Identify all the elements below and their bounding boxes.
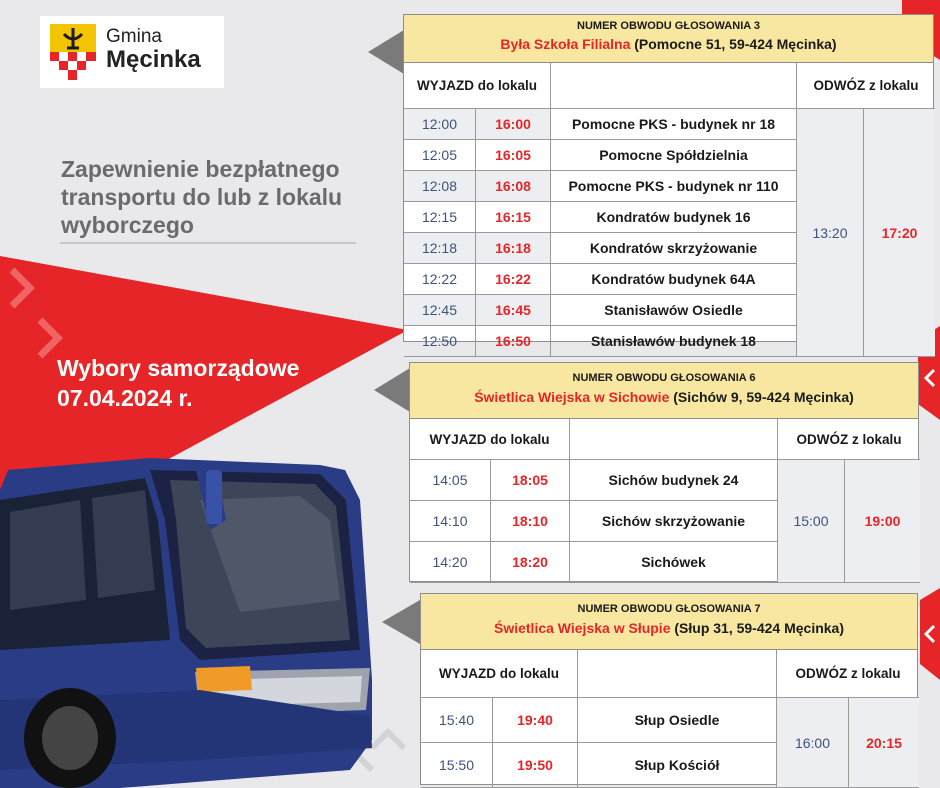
return-time-1: 16:00: [777, 698, 849, 788]
card-header: [404, 15, 933, 63]
election-title: Wybory samorządowe: [57, 355, 300, 381]
bus-stop-name: Kondratów budynek 64A: [551, 264, 797, 295]
departure-time-2: 16:18: [476, 233, 551, 264]
gmina-logo: [40, 16, 224, 88]
return-column-header: ODWÓZ z lokalu: [778, 419, 920, 460]
return-time-1: 15:00: [778, 460, 845, 583]
bus-stop-name: Stanisławów Osiedle: [551, 295, 797, 326]
bus-stop-name: Pomocne PKS - budynek nr 110: [551, 171, 797, 202]
departure-time-1: 12:05: [404, 140, 476, 171]
departure-time-2: 19:50: [493, 743, 578, 788]
bus-stop-name: Pomocne PKS - budynek nr 18: [551, 109, 797, 140]
headline-line-2: transportu do lub z lokalu: [61, 184, 343, 210]
card-place-line: [410, 389, 918, 405]
departure-time-2: 16:15: [476, 202, 551, 233]
departure-time-1: 12:45: [404, 295, 476, 326]
return-column-header: ODWÓZ z lokalu: [797, 63, 935, 109]
departure-time-2: 19:40: [493, 698, 578, 743]
departure-time-2: 18:10: [491, 501, 570, 542]
departure-time-2: 16:05: [476, 140, 551, 171]
departure-time-2: 16:50: [476, 326, 551, 357]
bus-stop-name: Kondratów budynek 16: [551, 202, 797, 233]
departure-time-2: 18:20: [491, 542, 570, 583]
stop-column-header: [551, 63, 797, 109]
card-place-address: (Pomocne 51, 59-424 Męcinka): [634, 36, 837, 52]
departure-time-1: 12:18: [404, 233, 476, 264]
bus-stop-name: Sichów budynek 24: [570, 460, 778, 501]
depart-column-header: WYJAZD do lokalu: [410, 419, 570, 460]
card-header: [421, 594, 917, 650]
card-district-title: NUMER OBWODU GŁOSOWANIA 7: [577, 603, 761, 615]
headline-line-3: wyborczego: [61, 212, 194, 238]
departure-time-1: 15:50: [421, 743, 493, 788]
departure-time-2: 16:00: [476, 109, 551, 140]
departure-time-1: 12:08: [404, 171, 476, 202]
right-red-tab-3: [920, 588, 940, 680]
card-district-title: NUMER OBWODU GŁOSOWANIA 3: [577, 20, 760, 32]
election-date: 07.04.2024 r.: [57, 385, 193, 411]
card-place-line: [421, 620, 917, 636]
election-label: [57, 353, 299, 413]
coat-of-arms-icon: [50, 24, 96, 80]
gray-pointer-3: [382, 600, 420, 644]
departure-time-2: 16:22: [476, 264, 551, 295]
logo-word-mecinka: Męcinka: [106, 46, 201, 73]
bus-stop-name: Sichów skrzyżowanie: [570, 501, 778, 542]
card-place-name: Świetlica Wiejska w Słupie: [493, 620, 671, 636]
return-time-2: 19:00: [845, 460, 920, 583]
bus-stop-name: Sichówek: [570, 542, 778, 583]
departure-time-1: 14:20: [410, 542, 491, 583]
return-time-2: 17:20: [864, 109, 935, 357]
schedule-card-district-3: [403, 14, 934, 349]
gray-pointer-1: [368, 30, 404, 74]
departure-time-1: 12:22: [404, 264, 476, 295]
departure-time-1: 14:05: [410, 460, 491, 501]
bus-stop-name: Stanisławów budynek 18: [551, 326, 797, 357]
departure-time-1: 12:00: [404, 109, 476, 140]
departure-time-1: 12:50: [404, 326, 476, 357]
headline-line-1: Zapewnienie bezpłatnego: [61, 156, 340, 182]
bus-stop-name: Słup Osiedle: [578, 698, 777, 743]
schedule-card-district-6: [409, 362, 919, 582]
return-time-1: 13:20: [797, 109, 864, 357]
card-place-address: (Słup 31, 59-424 Męcinka): [674, 620, 845, 636]
bus-stop-name: Kondratów skrzyżowanie: [551, 233, 797, 264]
card-district-title: NUMER OBWODU GŁOSOWANIA 6: [572, 372, 756, 384]
card-place-name: Świetlica Wiejska w Sichowie: [474, 389, 670, 405]
gray-pointer-2: [374, 368, 410, 412]
page-headline: [61, 155, 361, 239]
bus-stop-name: Pomocne Spółdzielnia: [551, 140, 797, 171]
departure-time-1: 12:15: [404, 202, 476, 233]
departure-time-1: 15:40: [421, 698, 493, 743]
card-header: [410, 363, 918, 419]
depart-column-header: WYJAZD do lokalu: [404, 63, 551, 109]
depart-column-header: WYJAZD do lokalu: [421, 650, 578, 698]
schedule-card-district-7: [420, 593, 918, 785]
stop-column-header: [578, 650, 777, 698]
departure-time-2: 16:45: [476, 295, 551, 326]
headline-divider: [60, 242, 356, 244]
departure-time-2: 18:05: [491, 460, 570, 501]
card-place-line: [404, 36, 933, 52]
return-column-header: ODWÓZ z lokalu: [777, 650, 919, 698]
stop-column-header: [570, 419, 778, 460]
bus-illustration: [0, 458, 372, 788]
bus-stop-name: Słup Kościół: [578, 743, 777, 788]
card-place-name: Była Szkoła Filialna: [500, 36, 631, 52]
return-time-2: 20:15: [849, 698, 919, 788]
departure-time-1: 14:10: [410, 501, 491, 542]
card-place-address: (Sichów 9, 59-424 Męcinka): [673, 389, 854, 405]
departure-time-2: 16:08: [476, 171, 551, 202]
logo-word-gmina: Gmina: [106, 26, 162, 47]
